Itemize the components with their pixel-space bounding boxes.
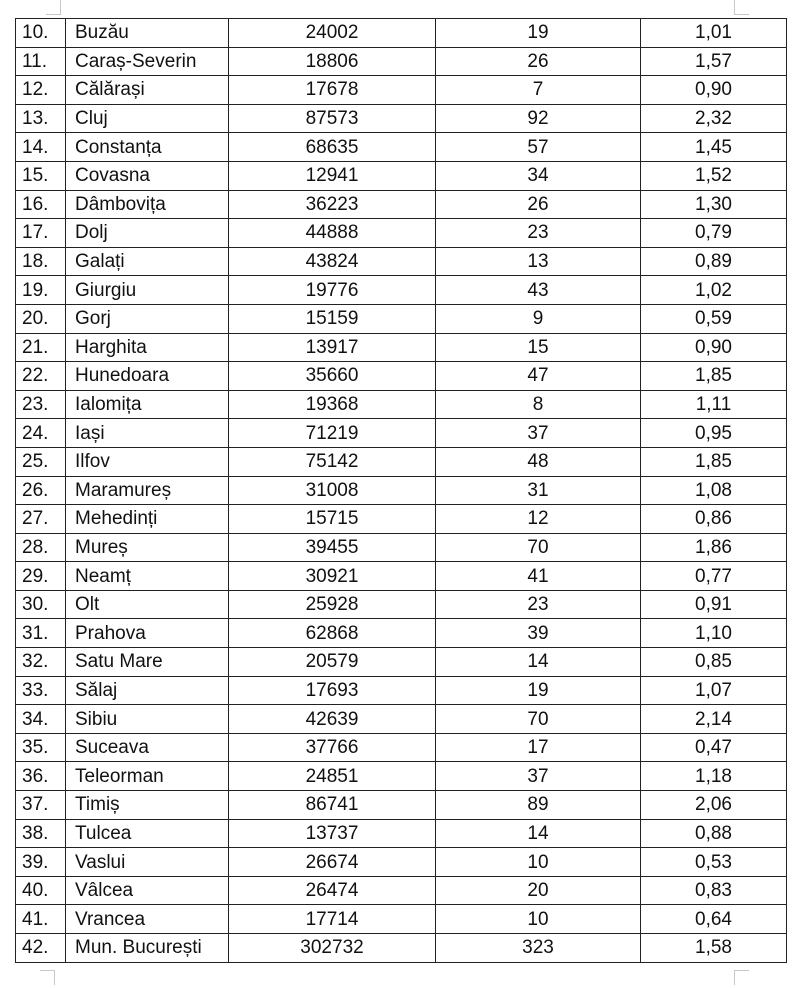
- value-2-cell: 23: [436, 590, 641, 619]
- value-3-cell: 0,85: [641, 648, 787, 677]
- value-1-cell: 12941: [229, 161, 436, 190]
- table-row: [16, 562, 787, 591]
- table-body: [16, 19, 787, 963]
- table-row: [16, 819, 787, 848]
- row-number-cell: 37.: [16, 791, 66, 820]
- value-2-cell: 47: [436, 362, 641, 391]
- county-name-cell: Mehedinți: [66, 505, 229, 534]
- value-3-cell: 0,88: [641, 819, 787, 848]
- value-1-cell: 42639: [229, 705, 436, 734]
- crop-mark-bottom-right: [734, 970, 749, 985]
- value-1-cell: 20579: [229, 648, 436, 677]
- value-3-cell: 0,79: [641, 219, 787, 248]
- value-3-cell: 2,32: [641, 104, 787, 133]
- value-2-cell: 89: [436, 791, 641, 820]
- county-name-cell: Suceava: [66, 733, 229, 762]
- value-1-cell: 13917: [229, 333, 436, 362]
- value-1-cell: 43824: [229, 247, 436, 276]
- value-2-cell: 323: [436, 934, 641, 963]
- value-2-cell: 37: [436, 762, 641, 791]
- table-row: [16, 19, 787, 48]
- value-3-cell: 1,85: [641, 362, 787, 391]
- row-number-cell: 23.: [16, 390, 66, 419]
- county-name-cell: Satu Mare: [66, 648, 229, 677]
- value-1-cell: 35660: [229, 362, 436, 391]
- value-3-cell: 0,86: [641, 505, 787, 534]
- value-1-cell: 13737: [229, 819, 436, 848]
- value-3-cell: 1,07: [641, 676, 787, 705]
- value-2-cell: 34: [436, 161, 641, 190]
- row-number-cell: 26.: [16, 476, 66, 505]
- row-number-cell: 21.: [16, 333, 66, 362]
- value-2-cell: 41: [436, 562, 641, 591]
- value-3-cell: 0,83: [641, 876, 787, 905]
- table-row: [16, 76, 787, 105]
- table-row: [16, 533, 787, 562]
- value-3-cell: 1,08: [641, 476, 787, 505]
- value-2-cell: 43: [436, 276, 641, 305]
- value-1-cell: 25928: [229, 590, 436, 619]
- value-3-cell: 0,95: [641, 419, 787, 448]
- value-3-cell: 1,18: [641, 762, 787, 791]
- table-row: [16, 705, 787, 734]
- value-2-cell: 20: [436, 876, 641, 905]
- county-name-cell: Sălaj: [66, 676, 229, 705]
- value-2-cell: 70: [436, 705, 641, 734]
- value-2-cell: 23: [436, 219, 641, 248]
- table-row: [16, 505, 787, 534]
- county-name-cell: Gorj: [66, 304, 229, 333]
- value-1-cell: 17678: [229, 76, 436, 105]
- row-number-cell: 16.: [16, 190, 66, 219]
- value-3-cell: 1,01: [641, 19, 787, 48]
- value-2-cell: 31: [436, 476, 641, 505]
- value-1-cell: 17693: [229, 676, 436, 705]
- table-row: [16, 590, 787, 619]
- county-name-cell: Olt: [66, 590, 229, 619]
- county-name-cell: Călărași: [66, 76, 229, 105]
- county-name-cell: Ialomița: [66, 390, 229, 419]
- value-2-cell: 8: [436, 390, 641, 419]
- row-number-cell: 40.: [16, 876, 66, 905]
- value-3-cell: 0,59: [641, 304, 787, 333]
- county-name-cell: Hunedoara: [66, 362, 229, 391]
- value-3-cell: 2,06: [641, 791, 787, 820]
- row-number-cell: 30.: [16, 590, 66, 619]
- county-name-cell: Neamț: [66, 562, 229, 591]
- row-number-cell: 13.: [16, 104, 66, 133]
- county-name-cell: Dâmbovița: [66, 190, 229, 219]
- value-2-cell: 92: [436, 104, 641, 133]
- table-row: [16, 219, 787, 248]
- county-name-cell: Covasna: [66, 161, 229, 190]
- value-1-cell: 36223: [229, 190, 436, 219]
- county-name-cell: Iași: [66, 419, 229, 448]
- value-1-cell: 24851: [229, 762, 436, 791]
- table-row: [16, 676, 787, 705]
- table-row: [16, 161, 787, 190]
- value-2-cell: 19: [436, 676, 641, 705]
- county-name-cell: Mureș: [66, 533, 229, 562]
- table-row: [16, 333, 787, 362]
- row-number-cell: 33.: [16, 676, 66, 705]
- table-row: [16, 47, 787, 76]
- row-number-cell: 14.: [16, 133, 66, 162]
- table-row: [16, 390, 787, 419]
- table-row: [16, 876, 787, 905]
- value-3-cell: 1,58: [641, 934, 787, 963]
- value-1-cell: 17714: [229, 905, 436, 934]
- row-number-cell: 36.: [16, 762, 66, 791]
- county-data-table: [15, 18, 787, 963]
- value-1-cell: 26474: [229, 876, 436, 905]
- value-1-cell: 18806: [229, 47, 436, 76]
- row-number-cell: 29.: [16, 562, 66, 591]
- row-number-cell: 38.: [16, 819, 66, 848]
- row-number-cell: 10.: [16, 19, 66, 48]
- row-number-cell: 27.: [16, 505, 66, 534]
- row-number-cell: 32.: [16, 648, 66, 677]
- value-2-cell: 12: [436, 505, 641, 534]
- value-2-cell: 9: [436, 304, 641, 333]
- value-3-cell: 1,86: [641, 533, 787, 562]
- value-1-cell: 39455: [229, 533, 436, 562]
- row-number-cell: 17.: [16, 219, 66, 248]
- table-row: [16, 104, 787, 133]
- county-name-cell: Vrancea: [66, 905, 229, 934]
- value-1-cell: 24002: [229, 19, 436, 48]
- value-1-cell: 15715: [229, 505, 436, 534]
- table-row: [16, 133, 787, 162]
- table-row: [16, 934, 787, 963]
- row-number-cell: 28.: [16, 533, 66, 562]
- value-3-cell: 1,85: [641, 447, 787, 476]
- table-row: [16, 762, 787, 791]
- value-2-cell: 15: [436, 333, 641, 362]
- crop-mark-top-right: [734, 0, 749, 15]
- table-row: [16, 447, 787, 476]
- county-name-cell: Cluj: [66, 104, 229, 133]
- value-1-cell: 15159: [229, 304, 436, 333]
- value-1-cell: 86741: [229, 791, 436, 820]
- value-3-cell: 0,53: [641, 848, 787, 877]
- row-number-cell: 31.: [16, 619, 66, 648]
- crop-mark-top-left: [46, 0, 61, 15]
- value-2-cell: 48: [436, 447, 641, 476]
- value-3-cell: 0,77: [641, 562, 787, 591]
- value-3-cell: 1,10: [641, 619, 787, 648]
- value-2-cell: 13: [436, 247, 641, 276]
- row-number-cell: 35.: [16, 733, 66, 762]
- value-1-cell: 19776: [229, 276, 436, 305]
- value-2-cell: 19: [436, 19, 641, 48]
- table-row: [16, 419, 787, 448]
- row-number-cell: 19.: [16, 276, 66, 305]
- county-name-cell: Sibiu: [66, 705, 229, 734]
- county-name-cell: Ilfov: [66, 447, 229, 476]
- table-row: [16, 848, 787, 877]
- table-row: [16, 247, 787, 276]
- value-2-cell: 70: [436, 533, 641, 562]
- table-row: [16, 190, 787, 219]
- value-2-cell: 57: [436, 133, 641, 162]
- value-3-cell: 1,02: [641, 276, 787, 305]
- row-number-cell: 22.: [16, 362, 66, 391]
- value-2-cell: 37: [436, 419, 641, 448]
- row-number-cell: 11.: [16, 47, 66, 76]
- row-number-cell: 34.: [16, 705, 66, 734]
- value-3-cell: 0,90: [641, 76, 787, 105]
- value-1-cell: 37766: [229, 733, 436, 762]
- county-name-cell: Giurgiu: [66, 276, 229, 305]
- county-name-cell: Constanța: [66, 133, 229, 162]
- row-number-cell: 25.: [16, 447, 66, 476]
- value-3-cell: 0,64: [641, 905, 787, 934]
- value-2-cell: 17: [436, 733, 641, 762]
- value-2-cell: 10: [436, 848, 641, 877]
- table-row: [16, 619, 787, 648]
- table-row: [16, 648, 787, 677]
- table-row: [16, 476, 787, 505]
- county-name-cell: Buzău: [66, 19, 229, 48]
- crop-mark-bottom-left: [40, 970, 55, 985]
- value-3-cell: 0,90: [641, 333, 787, 362]
- table-row: [16, 905, 787, 934]
- value-1-cell: 302732: [229, 934, 436, 963]
- value-1-cell: 31008: [229, 476, 436, 505]
- table-row: [16, 733, 787, 762]
- value-3-cell: 1,52: [641, 161, 787, 190]
- value-1-cell: 19368: [229, 390, 436, 419]
- county-name-cell: Harghita: [66, 333, 229, 362]
- value-2-cell: 10: [436, 905, 641, 934]
- value-3-cell: 1,45: [641, 133, 787, 162]
- value-3-cell: 0,91: [641, 590, 787, 619]
- row-number-cell: 20.: [16, 304, 66, 333]
- value-1-cell: 75142: [229, 447, 436, 476]
- value-1-cell: 30921: [229, 562, 436, 591]
- value-3-cell: 1,57: [641, 47, 787, 76]
- value-3-cell: 0,47: [641, 733, 787, 762]
- county-name-cell: Caraș-Severin: [66, 47, 229, 76]
- table-row: [16, 276, 787, 305]
- row-number-cell: 41.: [16, 905, 66, 934]
- county-name-cell: Tulcea: [66, 819, 229, 848]
- row-number-cell: 18.: [16, 247, 66, 276]
- county-name-cell: Dolj: [66, 219, 229, 248]
- value-2-cell: 26: [436, 47, 641, 76]
- value-2-cell: 14: [436, 819, 641, 848]
- row-number-cell: 15.: [16, 161, 66, 190]
- value-3-cell: 1,30: [641, 190, 787, 219]
- value-1-cell: 71219: [229, 419, 436, 448]
- value-1-cell: 44888: [229, 219, 436, 248]
- value-1-cell: 26674: [229, 848, 436, 877]
- value-2-cell: 14: [436, 648, 641, 677]
- row-number-cell: 42.: [16, 934, 66, 963]
- table-row: [16, 362, 787, 391]
- value-1-cell: 87573: [229, 104, 436, 133]
- table-row: [16, 791, 787, 820]
- county-name-cell: Galați: [66, 247, 229, 276]
- county-name-cell: Teleorman: [66, 762, 229, 791]
- value-2-cell: 26: [436, 190, 641, 219]
- county-name-cell: Timiș: [66, 791, 229, 820]
- county-name-cell: Prahova: [66, 619, 229, 648]
- county-name-cell: Mun. București: [66, 934, 229, 963]
- county-name-cell: Maramureș: [66, 476, 229, 505]
- table-row: [16, 304, 787, 333]
- value-2-cell: 39: [436, 619, 641, 648]
- value-1-cell: 62868: [229, 619, 436, 648]
- row-number-cell: 12.: [16, 76, 66, 105]
- county-name-cell: Vâlcea: [66, 876, 229, 905]
- value-1-cell: 68635: [229, 133, 436, 162]
- value-3-cell: 1,11: [641, 390, 787, 419]
- row-number-cell: 24.: [16, 419, 66, 448]
- value-3-cell: 0,89: [641, 247, 787, 276]
- county-name-cell: Vaslui: [66, 848, 229, 877]
- value-2-cell: 7: [436, 76, 641, 105]
- row-number-cell: 39.: [16, 848, 66, 877]
- value-3-cell: 2,14: [641, 705, 787, 734]
